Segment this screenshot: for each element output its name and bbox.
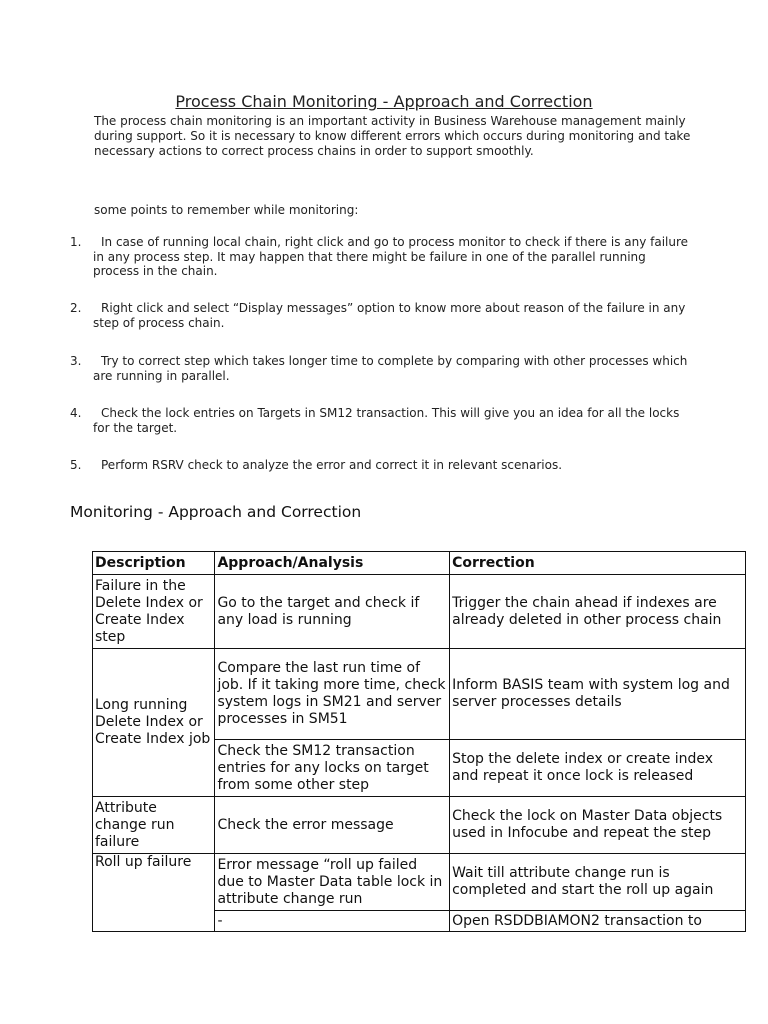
correction-cell: Stop the delete index or create index and repeat it once lock is released [450, 740, 746, 797]
approach-cell: Error message “roll up failed due to Master Data table lock in attribute change run [215, 854, 450, 911]
table-row [93, 854, 746, 911]
table-header-cell: Approach/Analysis [215, 552, 450, 575]
approach-cell: - [215, 911, 450, 932]
list-item-number: 4. [70, 406, 82, 420]
intro-paragraph [94, 114, 694, 159]
table-header-row [93, 552, 746, 575]
list-item-text: In case of running local chain, right click and go to process monitor to check if there is any failure in any process step. It may happen that there might be failure in one of the parallel running process in the chain. [93, 235, 689, 278]
list-item [70, 406, 690, 435]
list-item-text: Try to correct step which takes longer time to complete by comparing with other processes which are running in parallel. [93, 354, 688, 383]
description-cell: Attribute change run failure [93, 797, 215, 854]
list-item-text: Perform RSRV check to analyze the error and correct it in relevant scenarios. [101, 458, 563, 472]
list-item [70, 458, 690, 473]
list-item [70, 354, 690, 383]
points-intro: some points to remember while monitoring: [94, 203, 359, 217]
approach-cell: Go to the target and check if any load is running [215, 575, 450, 649]
list-item-text: Check the lock entries on Targets in SM12 transaction. This will give you an idea for all the locks for the target. [93, 406, 680, 435]
correction-cell: Inform BASIS team with system log and server processes details [450, 649, 746, 740]
monitoring-table [92, 551, 746, 932]
correction-cell: Wait till attribute change run is completed and start the roll up again [450, 854, 746, 911]
table-header-cell: Description [93, 552, 215, 575]
correction-cell: Check the lock on Master Data objects used in Infocube and repeat the step [450, 797, 746, 854]
list-item [70, 301, 690, 330]
description-cell: Failure in the Delete Index or Create Index step [93, 575, 215, 649]
list-item [70, 235, 690, 279]
correction-cell: Open RSDDBIAMON2 transaction to [450, 911, 746, 932]
section-heading: Monitoring - Approach and Correction [70, 503, 362, 521]
table-row [93, 575, 746, 649]
approach-cell: Compare the last run time of job. If it taking more time, check system logs in SM21 and server processes in SM51 [215, 649, 450, 740]
list-item-number: 3. [70, 354, 82, 368]
description-cell: Long running Delete Index or Create Index job [93, 649, 215, 797]
table-header-cell: Correction [450, 552, 746, 575]
approach-cell: Check the error message [215, 797, 450, 854]
list-item-number: 1. [70, 235, 82, 249]
list-item-number: 2. [70, 301, 82, 315]
intro-text: The process chain monitoring is an important activity in Business Warehouse management mainly during support. So it is necessary to know different errors which occurs during monitoring and take necessary actions to correct process chains in order to support smoothly. [94, 114, 691, 158]
description-cell: Roll up failure [93, 854, 215, 932]
list-item-number: 5. [70, 458, 82, 472]
table-row [93, 649, 746, 740]
table-row [93, 797, 746, 854]
correction-cell: Trigger the chain ahead if indexes are already deleted in other process chain [450, 575, 746, 649]
approach-cell: Check the SM12 transaction entries for any locks on target from some other step [215, 740, 450, 797]
list-item-text: Right click and select “Display messages” option to know more about reason of the failure in any step of process chain. [93, 301, 686, 330]
document-title: Process Chain Monitoring - Approach and Correction [175, 92, 593, 111]
